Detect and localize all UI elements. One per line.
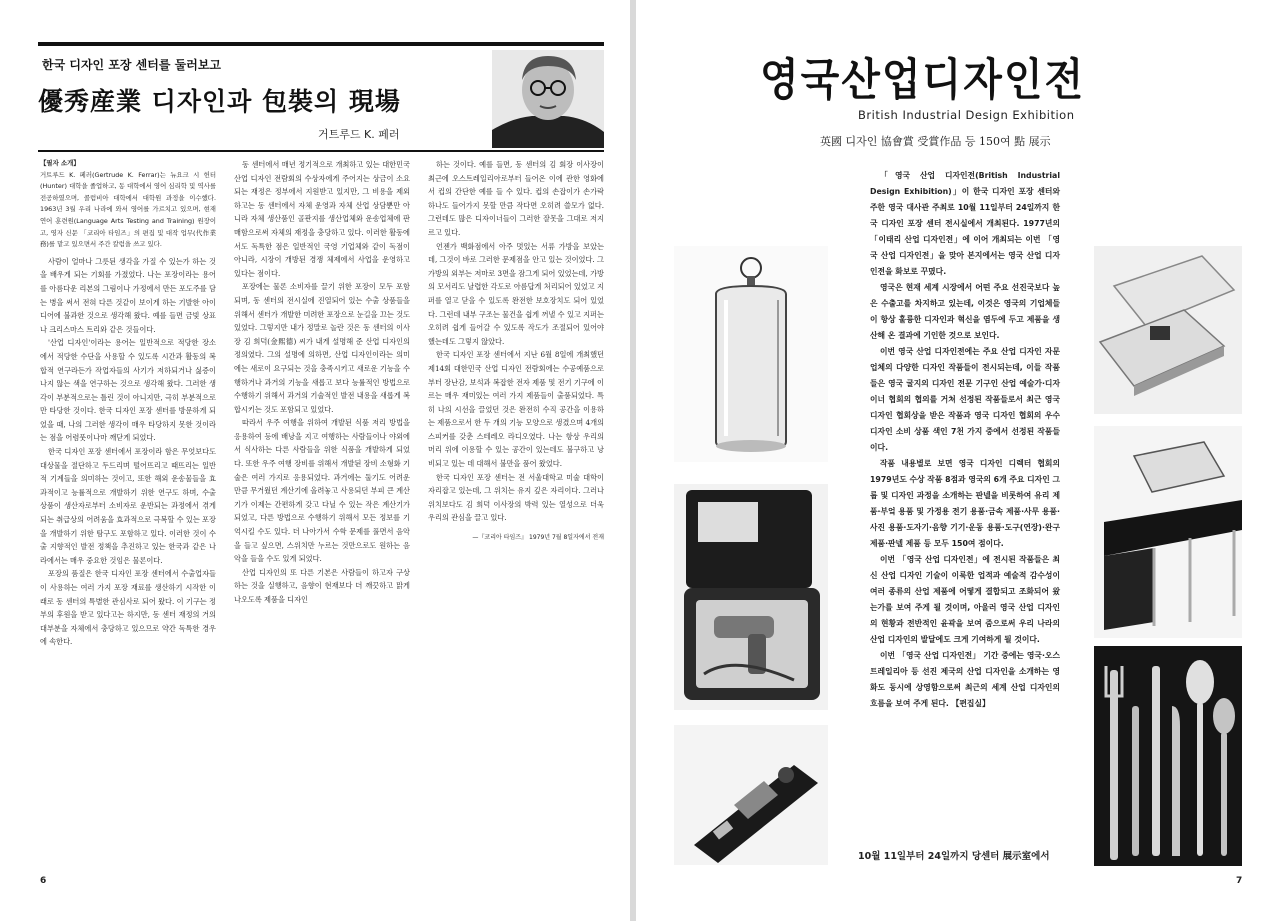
body-paragraph: '산업 디자인'이라는 용어는 일반적으로 적당한 장소에서 적당한 수단을 사용할 수 있도록 시간과 활동의 복합적 연구라든가 작업자들의 사기가 저하되거나 싫증이 나지 않는 색을 연구하는 것으로 생각해 왔다. 그러한 생각이 부분적으로는 틀린 것이 아니지만, 극히 부분적으로만 타당한 것이다. 한국 디자인 포장 센터를 방문하게 되었을 때, 나의 그러한 생각이 매우 타당하지 못한 것이라는 점을 어렴풋이나마 깨닫게 되었다.	[40, 338, 216, 443]
body-paragraph: 하는 것이다. 예를 들면, 동 센터의 김 회장 이사장이 최근에 오스트레일리아로부터 들어온 이에 관한 영화에서 컵의 간단한 예를 들 수 있다. 컵의 손잡이가 손가락 하나도 들어가지 못할 만큼 작다면 오히려 쓸모가 없다. 그런데도 많은 디자이너들이 그러한 잘못을 그대로 저지르고 있다.	[428, 160, 604, 237]
body-paragraph: 한국 디자인 포장 센터는 전 서울대학교 미술 대학이 자리잡고 있는데, 그 위치는 유지 깊은 자리이다. 그러나 위치보다도 김 희덕 이사장의 박력 있는 열성으로 더욱 우리의 관심을 끌고 있다.	[428, 472, 604, 523]
article-kicker: 한국 디자인 포장 센터를 둘러보고	[42, 58, 222, 72]
author-note-text: 거트루드 K. 페러(Gertrude K. Ferrar)는 뉴요크 시 헌터(Hunter) 대학을 졸업하고, 동 대학에서 영어 심리학 및 역사를 전공하였으며, 콜럼비아 대학에서 대학원 과정을 이수했다. 1963년 3월 우리 나라에 와서 영어를 가르치고 있으며, 현재 연어 훈련원(Language Arts Testing and Training) 원장이고, 영자 신문 「코리아 타임즈」의 편집 및 대작 업무(代作業務)를 맡고 있으면서 주간 칼럼을 쓰고 있다.	[40, 170, 216, 249]
body-paragraph: 따라서 우주 여행을 위하여 개발된 식품 저리 방법을 응용하여 등에 배낭을 지고 여행하는 사람들이나 야외에서 식사하는 다른 사람들을 위한 식품을 개발하게 되었다. 또한 우주 여행 장비를 위해서 개발된 장비 소형화 기술은 여러 가지로 응용되었다. 과거에는 둘기도 어려운 만큼 무거웠던 계산기에 올려놓고 사용되던 부피 큰 계산기가 이제는 간편하게 갖고 다닐 수 있는 작은 계산기가 되었고, 다른 방법으로 수행하기 위해서 모든 정보를 기억시킬 수도 있다. 더 나아가서 수학 문제를 풀면서 음악을 들고 싶으면, 스위치만 누르는 것만으로도 원하는 음악을 들을 수도 있게 되었다.	[234, 418, 410, 564]
body-paragraph: 동 센터에서 매년 정기적으로 개최하고 있는 대한민국 산업 디자인 전람회의 수상자에게 주어지는 상금이 소요되는 재정은 정부에서 지원받고 있지만, 그 비용을 제외하고는 동 센터에서 자체 운영과 자체 산업 상담뿐만 아니라 자체 생산품인 골판지를 생산업체와 운송업체에 판매함으로써 자체의 재정을 충당하고 있다. 이러한 활동에서도 독특한 점은 일반적인 국영 기업체와 같이 독점이 아니라, 시장이 개방된 경쟁 체제에서 사업을 운영하고 있다는 점이다.	[234, 160, 410, 278]
glass-jar-photo	[674, 246, 828, 462]
column-1	[40, 158, 216, 649]
page-number-left: 6	[40, 876, 47, 886]
body-paragraph: 영국은 현재 세계 시장에서 어떤 주요 선진국보다 높은 수출고를 차지하고 있는데, 이것은 영국의 기업체들이 항상 훌륭한 디자인과 혁신을 염두에 두고 제품을 생산해 온 결과에 기인한 것으로 보인다.	[870, 283, 1060, 340]
body-paragraph: 언젠가 백화점에서 아주 멋있는 서류 가방을 보았는데, 그것이 바로 그러한 문제점을 안고 있는 것이었다. 그 가방의 외부는 저마로 3면을 잠그게 되어 있었는데, 가방의 모서리도 날렵한 각도로 아름답게 처리되어 있었고 지퍼를 열고 닫을 수 있도록 완전한 보호장치도 되어 있었다. 그런데 내부 구조는 물건을 쉽게 꺼낼 수 있고 지퍼는 오히려 쉽게 들어갈 수 있도록 작도가 조절되어 있어야 했는데도 그렇지 않았다.	[428, 241, 604, 346]
exhibition-article	[870, 168, 1060, 712]
author-note	[40, 158, 216, 251]
body-paragraph: 이번 「영국 산업 디자인전」 기간 중에는 영국·오스트레일리아 등 선진 제국의 산업 디자인을 소개하는 영화도 동시에 상영함으로써 최근의 세계 산업 디자인의 흐름을 보여 주게 된다. 【편집실】	[870, 651, 1060, 708]
author-note-title: 【필자 소개】	[40, 159, 80, 167]
exhibition-subtitle-en: British Industrial Design Exhibition	[858, 108, 1075, 122]
body-paragraph: 포장에는 물론 소비자를 끌기 위한 포장이 모두 포함되며, 동 센터의 전시실에 진열되어 있는 수출 상품들을 위해서 센터가 개발한 미려한 포장으로 눈길을 끄는 것도 있었다. 그렇지만 내가 정말로 놀란 것은 동 센터의 이사장 김 희덕(金熙德) 씨가 내게 설명해 준 산업 디자인의 정의였다. 그의 설명에 의하면, 산업 디자인이라는 의미에는 새로이 요구되는 것을 충족시키고 새로운 기능을 수행하거나 과거의 기능을 새롭고 보다 능률적인 방법으로 수행하기 위해서 과거의 기술적인 발전 내용을 새롭게 복합시키는 것도 포함되고 있었다.	[234, 282, 410, 414]
drill-case-photo	[674, 484, 828, 710]
body-paragraph: 산업 디자인의 또 다른 기본은 사람들이 하고자 구상하는 것을 실행하고, 음향이 현재보다 더 깨끗하고 맑게 나오도록 제품을 디자인	[234, 567, 410, 604]
body-paragraph: 포장의 품질은 한국 디자인 포장 센터에서 수출업자들이 사용하는 여러 가지 포장 재료를 생산하기 시작한 이래로 동 센터의 특별한 관심사로 되어 왔다. 이 기구는 정부의 후원을 받고 있다고는 하지만, 동 센터 재정의 거의 대부분을 자체에서 충당하고 있으므로 약간 독특한 경우에 속한다.	[40, 569, 216, 647]
page-number-right: 7	[1236, 876, 1243, 886]
body-paragraph: 작품 내용별로 보면 영국 디자인 디렉터 협회의 1979년도 수상 작품 8점과 영국의 6개 주요 디자인 그룹 및 디자인 과정을 소개하는 판넬을 비롯하여 유리 제품·부엌 용품 및 가정용 전기 용품·금속 제품·사무 용품·사진 용품·도자기·음향 기기·운동 용품·도구(연장)·완구 제품·판넬 제품 등 모두 150여 점이다.	[870, 459, 1060, 548]
column-2	[234, 158, 410, 607]
body-paragraph: 한국 디자인 포장 센터에서 지난 6월 8일에 개최했던 제14회 대한민국 산업 디자인 전람회에는 수공예품으로부터 장난감, 보석과 복잡한 전자 제품 및 전기 기구에 이르는 매우 재미있는 여러 가지 제품들이 출품되었다. 특히 나의 시선을 끌었던 것은 완전히 수직 공간을 이용하는 제품으로서 한 두 개의 기능 모양으로 생겼으며 4개의 스피커를 갖춘 스테레오 라디오였다. 나는 항상 우리의 머리 위에 이용할 수 있는 공간이 있는데도 불구하고 낭비되고 있는 데 대해서 불만을 품어 왔었다.	[428, 350, 604, 469]
body-paragraph: 한국 디자인 포장 센터에서 포장이라 함은 무엇보다도 대상물을 절단하고 두드리며 떨어뜨리고 때뜨리는 일반적 기계들을 의미하는 것이고, 또한 해외 운송물들을 효과적이고 능률적으로 개발하기 위한 연구도 하며, 수출 상품이 생산자로부터 소비자로 운반되는 과정에서 겪게 되는 취급상의 어려움을 효과적으로 극복할 수 있는 포장을 개발하기 위한 탐구도 포함하고 있다. 이러한 것이 수출 지향적인 발전 정책을 추진하고 있는 한국과 같은 나라에서는 매우 중요한 것임은 물론이다.	[40, 447, 216, 565]
header-rule	[38, 150, 604, 152]
body-paragraph: 이번 「영국 산업 디자인전」에 전시된 작품들은 최신 산업 디자인 기술이 이룩한 업적과 예술적 감수성이 여러 종류의 산업 제품에 어떻게 결합되고 조화되어 왔는가를 보여 주게 될 것이며, 아울러 영국 산업 디자인의 현황과 전반적인 윤곽을 보여 줌으로써 우리 나라의 산업 디자인의 발달에도 크게 기여하게 될 것이다.	[870, 555, 1060, 644]
desk-photo	[1094, 426, 1242, 638]
body-paragraph: 사람이 얼마나 그릇된 생각을 가질 수 있는가 하는 것을 배우게 되는 기회를 가졌었다. 나는 포장이라는 용어를 아름다운 리본의 그림이나 가정에서 만든 포도주를 담는 병을 써서 전혀 다른 것같이 보이게 하는 기발한 아이디어에 불과한 것으로 생각해 왔다. 예를 들면 금빛 상표나 크리스마스 트리와 같은 것들이다.	[40, 256, 216, 334]
cutlery-photo	[1094, 646, 1242, 866]
exhibition-title: 영국산업디자인전	[760, 55, 1086, 106]
article-headline: 優秀産業 디자인과 包裝의 現場	[38, 87, 401, 116]
exhibition-dates-footer: 10월 11일부터 24일까지 당센터 展示室에서	[858, 851, 1050, 862]
column-3	[428, 158, 604, 545]
body-paragraph: 「영국 산업 디자인전(British Industrial Design Exhibition)」이 한국 디자인 포장 센터와 주한 영국 대사관 주최로 10월 11일부터 24일까지 한국 디자인 포장 센터 전시실에서 개최된다. 1977년의 「이태리 산업 디자인전」에 이어 개최되는 이번 「영국 산업 디자인전」을 맞아 본지에서는 영국 산업 디자인전을 화보로 꾸몄다.	[870, 171, 1060, 276]
left-page	[0, 0, 630, 921]
top-rule	[38, 42, 604, 46]
exhibition-subtitle-ko: 英國 디자인 協會賞 受賞作品 등 150여 點 展示	[820, 135, 1051, 148]
right-page	[636, 0, 1268, 921]
article-author: 거트루드 K. 페러	[318, 128, 400, 141]
tray-set-photo	[1094, 246, 1242, 414]
source-credit: —『코리아 타임즈』 1979년 7월 8일자에서 전재	[472, 534, 604, 542]
author-portrait-photo	[492, 50, 604, 148]
body-paragraph: 이번 영국 산업 디자인전에는 주요 산업 디자인 자문 업체의 다양한 디자인 작품들이 전시되는데, 이들 작품들은 영국 굴지의 디자인 전문 기구인 산업 예술가·디자이너 협회의 협의를 거쳐 선정된 작품들로서 최근 영국 디자인 협회상을 받은 작품과 영국 디자인 협회의 우수 디자인 소비 상품 색인 7천 가지 중에서 선정된 작품들이다.	[870, 347, 1060, 452]
hand-plane-photo	[674, 725, 828, 865]
